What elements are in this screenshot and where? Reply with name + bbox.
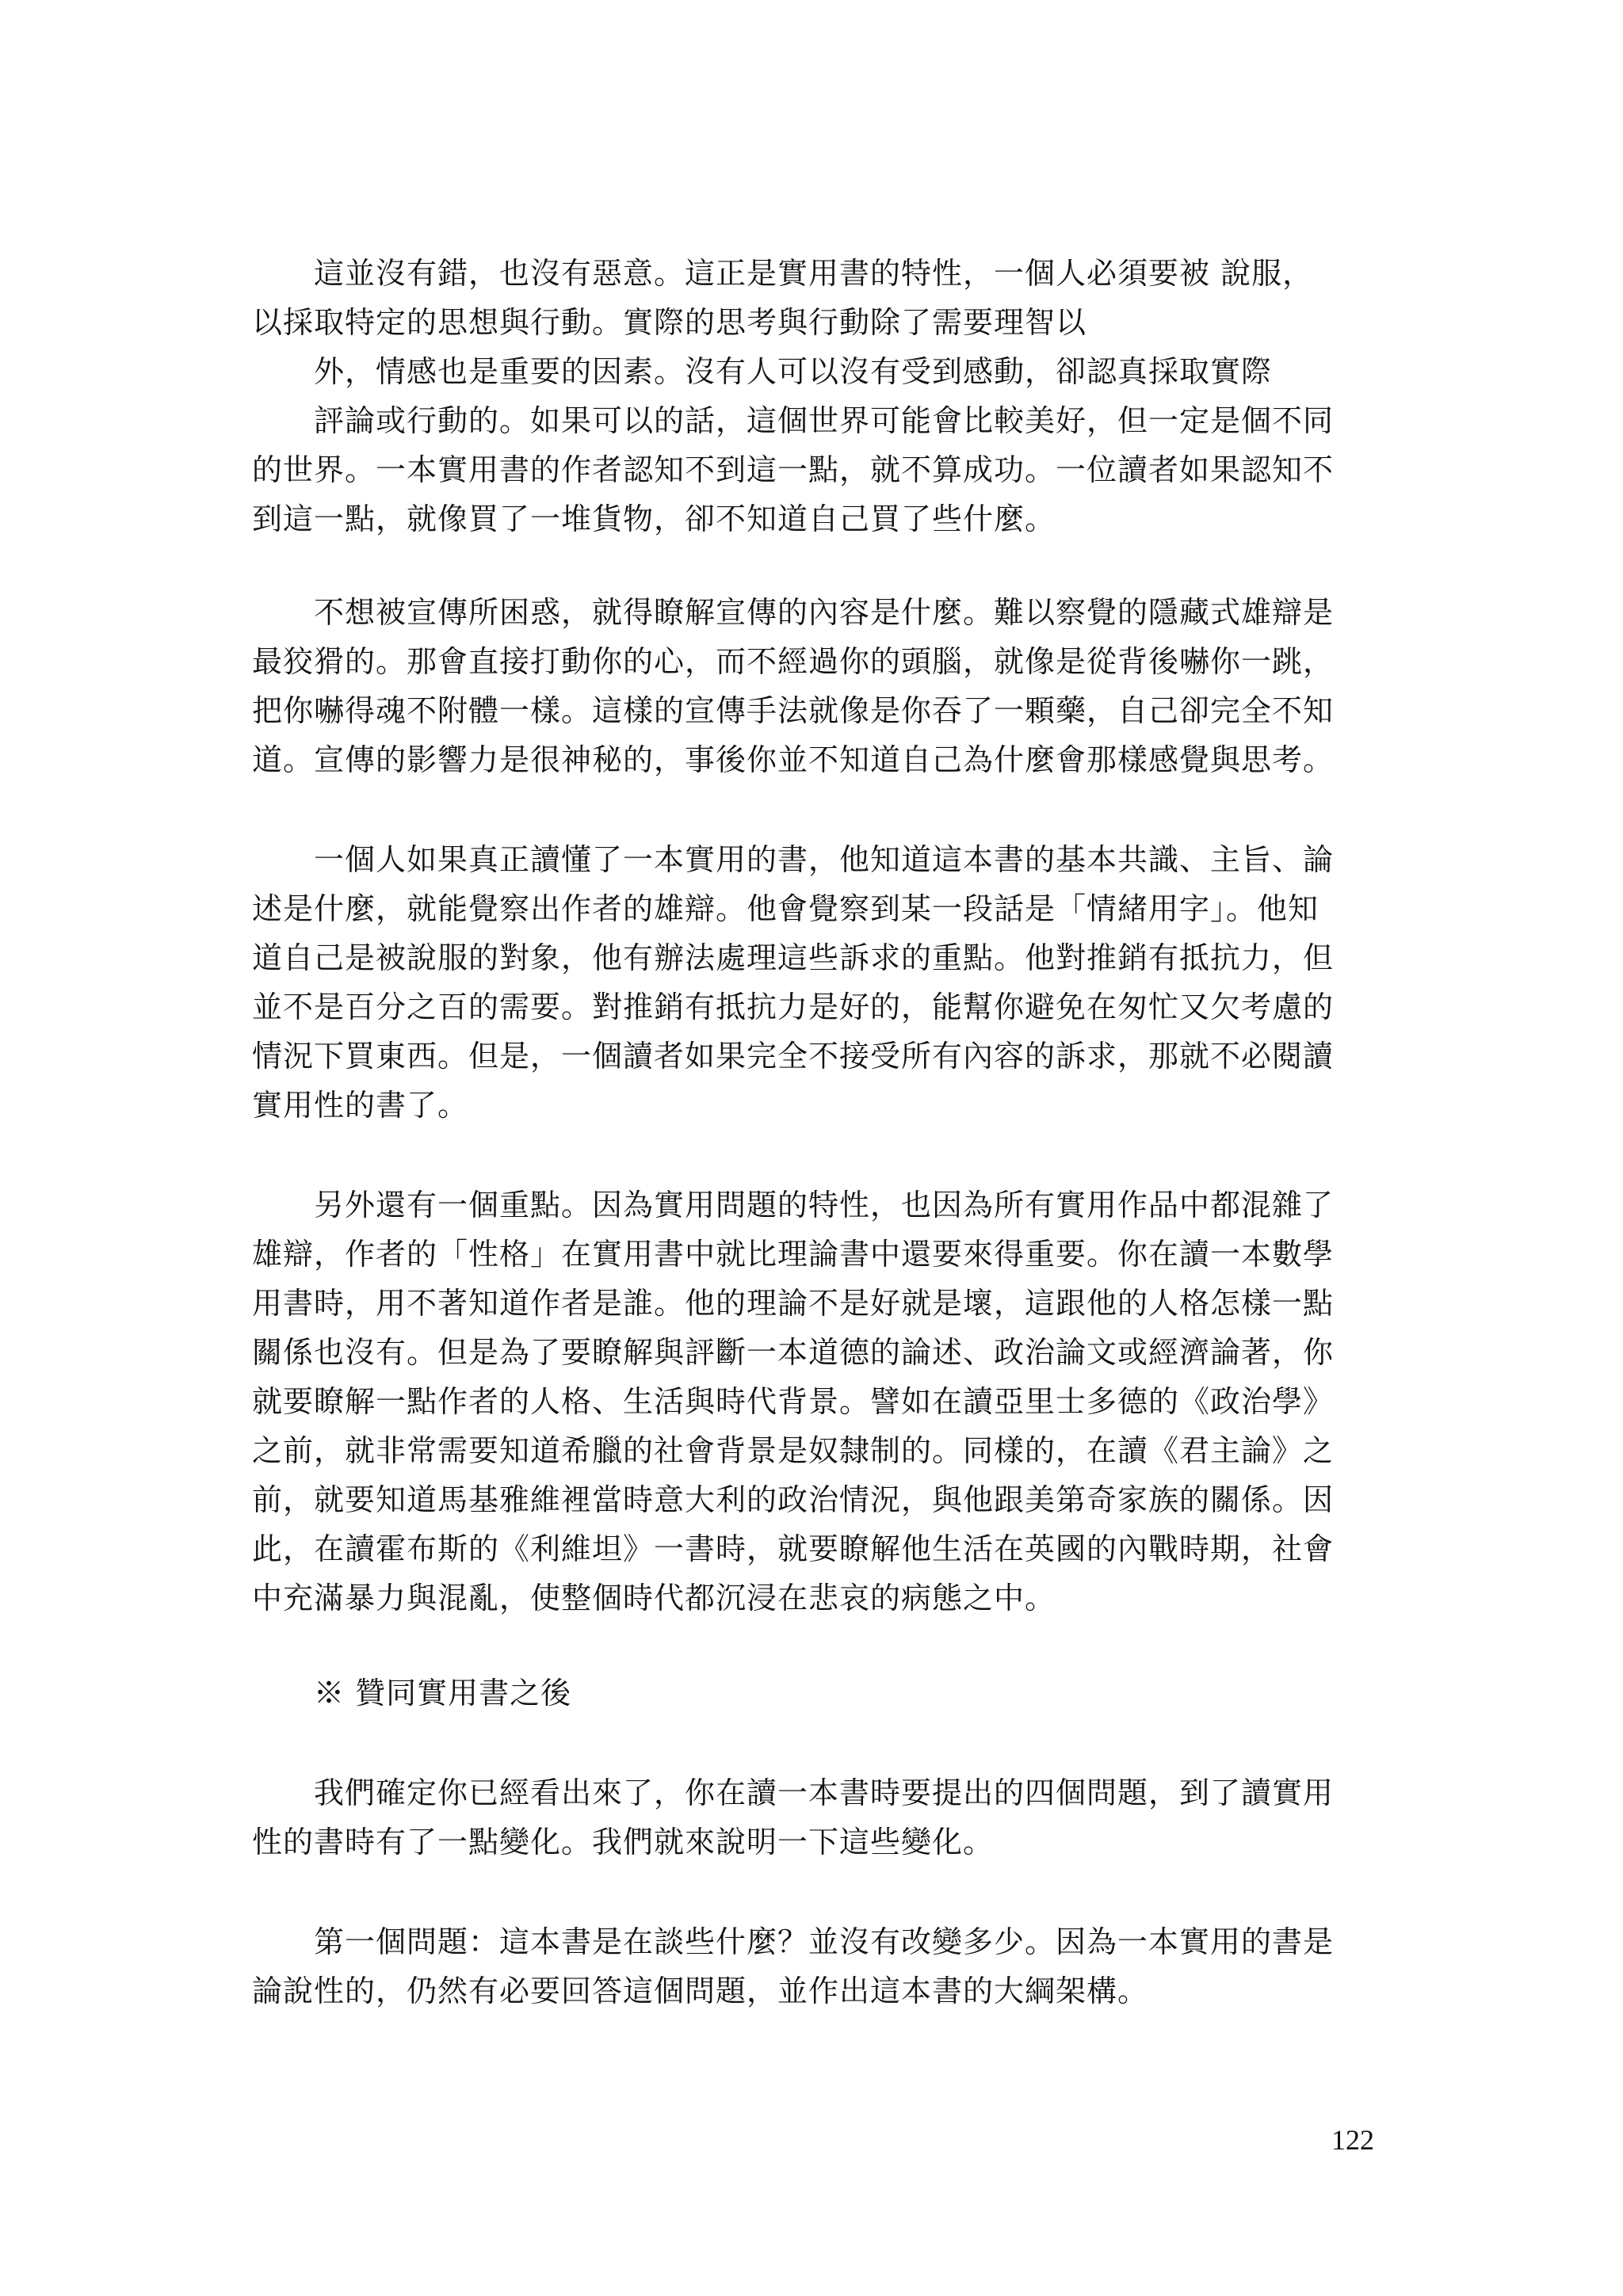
- text-line: 第一個問題：這本書是在談些什麼？並沒有改變多少。因為一本實用的書是: [314, 1924, 1335, 1959]
- text-line: 用書時，用不著知道作者是誰。他的理論不是好就是壞，這跟他的人格怎樣一點: [252, 1286, 1335, 1321]
- text-line: 就要瞭解一點作者的人格、生活與時代背景。譬如在讀亞里士多德的《政治學》: [252, 1384, 1335, 1419]
- text-line: 論說性的，仍然有必要回答這個問題，並作出這本書的大綱架構。: [252, 1974, 1149, 2008]
- page-number: 122: [1331, 2124, 1374, 2156]
- paragraph-6: [252, 1917, 1377, 2016]
- text-line: 的世界。一本實用書的作者認知不到這一點，就不算成功。一位讀者如果認知不: [252, 452, 1335, 487]
- text-line: 關係也沒有。但是為了要瞭解與評斷一本道德的論述、政治論文或經濟論著，你: [252, 1335, 1335, 1370]
- paragraph-1: [252, 249, 1377, 543]
- text-line: 外，情感也是重要的因素。沒有人可以沒有受到感動，卻認真採取實際: [314, 354, 1273, 389]
- text-line: 最狡猾的。那會直接打動你的心，而不經過你的頭腦，就像是從背後嚇你一跳，: [252, 644, 1335, 679]
- text-line: 評論或行動的。如果可以的話，這個世界可能會比較美好，但一定是個不同: [314, 403, 1335, 438]
- section-heading: [252, 1669, 1377, 1718]
- text-line: 把你嚇得魂不附體一樣。這樣的宣傳手法就像是你吞了一顆藥，自己卻完全不知: [252, 693, 1335, 728]
- text-line: 雄辯，作者的「性格」在實用書中就比理論書中還要來得重要。你在讀一本數學: [252, 1237, 1335, 1272]
- text-line: 述是什麼，就能覺察出作者的雄辯。他會覺察到某一段話是「情緒用字」。他知: [252, 891, 1319, 926]
- text-line: 不想被宣傳所困惑，就得瞭解宣傳的內容是什麼。難以察覺的隱藏式雄辯是: [314, 595, 1335, 630]
- section-heading-text: ※ 贊同實用書之後: [314, 1676, 572, 1711]
- text-line: 之前，就非常需要知道希臘的社會背景是奴隸制的。同樣的，在讀《君主論》之: [252, 1433, 1335, 1468]
- text-line: 情況下買東西。但是，一個讀者如果完全不接受所有內容的訴求，那就不必閱讀: [252, 1039, 1335, 1074]
- text-line: 另外還有一個重點。因為實用問題的特性，也因為所有實用作品中都混雜了: [314, 1188, 1335, 1222]
- text-line: 實用性的書了。: [252, 1088, 469, 1123]
- paragraph-2: [252, 588, 1377, 784]
- text-line: 道。宣傳的影響力是很神秘的，事後你並不知道自己為什麼會那樣感覺與思考。: [252, 742, 1335, 777]
- paragraph-5: [252, 1768, 1377, 1867]
- text-line: 此，在讀霍布斯的《利維坦》一書時，就要瞭解他生活在英國的內戰時期，社會: [252, 1531, 1335, 1566]
- text-line: 這並沒有錯，也沒有惡意。這正是實用書的特性，一個人必須要被 說服，: [314, 256, 1314, 291]
- text-line: 性的書時有了一點變化。我們就來說明一下這些變化。: [252, 1825, 995, 1859]
- text-line: 一個人如果真正讀懂了一本實用的書，他知道這本書的基本共識、主旨、論: [314, 842, 1335, 877]
- text-line: 並不是百分之百的需要。對推銷有抵抗力是好的，能幫你避免在匆忙又欠考慮的: [252, 990, 1335, 1024]
- paragraph-3: [252, 835, 1377, 1130]
- text-line: 前，就要知道馬基雅維裡當時意大利的政治情況，與他跟美第奇家族的關係。因: [252, 1482, 1335, 1517]
- text-line: 我們確定你已經看出來了，你在讀一本書時要提出的四個問題，到了讀實用: [314, 1775, 1335, 1810]
- text-line: 道自己是被說服的對象，他有辦法處理這些訴求的重點。他對推銷有抵抗力，但: [252, 940, 1335, 975]
- paragraph-4: [252, 1180, 1377, 1623]
- text-line: 到這一點，就像買了一堆貨物，卻不知道自己買了些什麼。: [252, 502, 1056, 536]
- text-line: 中充滿暴力與混亂，使整個時代都沉浸在悲哀的病態之中。: [252, 1581, 1056, 1615]
- text-line: 以採取特定的思想與行動。實際的思考與行動除了需要理智以: [252, 305, 1087, 340]
